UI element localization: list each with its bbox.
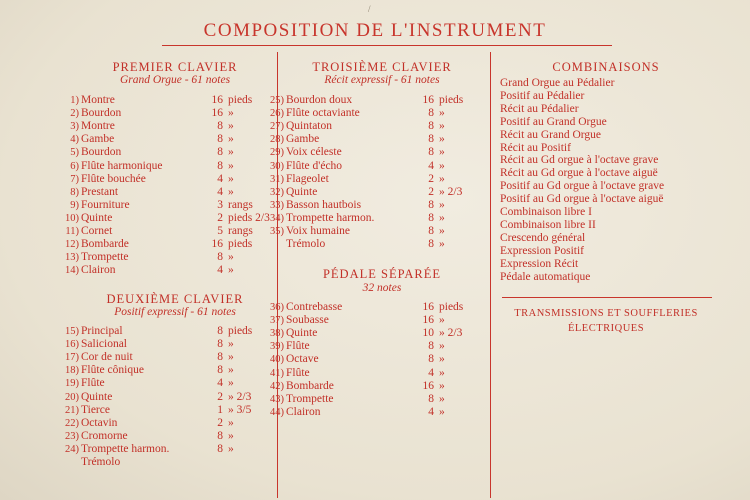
stop-size: 8 [217, 364, 223, 377]
stop-size: 4 [428, 366, 434, 379]
stop-number: 44) [270, 406, 284, 418]
stop-number: 39) [270, 341, 284, 353]
stop-unit: » [228, 416, 234, 429]
stop-size: 4 [217, 264, 223, 277]
stop-number: 15) [65, 326, 79, 337]
stop-size: 8 [217, 338, 223, 351]
combinaisons-rule [502, 297, 712, 298]
stop-size: 16 [211, 94, 223, 106]
stop-name: Flûte harmonique [81, 159, 163, 172]
stop-name: Principal [81, 325, 123, 337]
stop-name: Quintaton [286, 120, 332, 133]
deuxieme-clavier-subtitle: Positif expressif - 61 notes [114, 306, 236, 318]
combinaison-item: Grand Orgue au Pédalier [500, 77, 615, 89]
combinaison-item: Pédale automatique [500, 270, 591, 283]
stop-unit: » 2/3 [439, 327, 463, 340]
stop-name: Trémolo [286, 238, 326, 251]
troisieme-clavier-subtitle: Récit expressif - 61 notes [324, 74, 440, 86]
stop-size: 2 [217, 390, 223, 403]
page-title: COMPOSITION DE L'INSTRUMENT [203, 20, 547, 41]
stop-number: 29) [270, 147, 284, 159]
stop-unit: pieds [228, 94, 253, 106]
stop-name: Quinte [81, 390, 113, 403]
stop-number: 12) [65, 239, 79, 251]
stop-number: 6) [70, 160, 79, 172]
combinaison-item: Positif au Grand Orgue [500, 115, 607, 128]
stop-unit: » [439, 133, 445, 146]
stop-size: 16 [422, 379, 434, 392]
stop-number: 26) [270, 108, 284, 120]
combinaison-item: Combinaison libre II [500, 218, 596, 231]
stop-unit: rangs [228, 225, 253, 237]
transmissions-line-2: ÉLECTRIQUES [567, 323, 645, 334]
stop-unit: » [439, 392, 445, 405]
stop-unit: » 3/5 [228, 403, 252, 416]
stop-name: Prestant [81, 185, 119, 198]
stop-unit: » [228, 120, 234, 133]
stop-unit: » [228, 264, 234, 277]
stop-number: 42) [270, 380, 284, 392]
stop-number: 18) [65, 365, 79, 377]
stop-name: Flûte cônique [81, 364, 144, 377]
stop-number: 17) [65, 352, 79, 364]
stop-unit: » [228, 172, 234, 185]
stop-unit: pieds 2/3 [228, 211, 270, 224]
stop-unit: » [228, 185, 234, 198]
stop-name: Basson hautbois [286, 198, 362, 211]
stop-name: Flûte [286, 340, 310, 353]
stop-number: 36) [270, 302, 284, 313]
stop-name: Flûte [81, 377, 105, 390]
transmissions-line-1: TRANSMISSIONS ET SOUFFLERIES [514, 308, 698, 319]
stop-size: 8 [217, 159, 223, 172]
stop-number: 37) [270, 315, 284, 327]
stop-number: 40) [270, 354, 284, 366]
stop-unit: » [228, 377, 234, 390]
stop-unit: pieds [228, 238, 253, 251]
stop-unit: » [228, 351, 234, 364]
stop-unit: » [228, 159, 234, 172]
stop-unit: » [439, 198, 445, 211]
stop-name: Gambe [286, 133, 320, 146]
stop-name: Flageolet [286, 172, 329, 185]
stop-name: Quinte [286, 185, 318, 198]
stop-unit: » [439, 379, 445, 392]
premier-clavier-title: PREMIER CLAVIER [112, 60, 238, 74]
stop-size: 8 [217, 120, 223, 133]
column-divider-right [490, 52, 491, 498]
stop-size: 8 [428, 340, 434, 353]
stop-number: 22) [65, 417, 79, 429]
stop-size: 8 [428, 107, 434, 120]
stop-number: 14) [65, 265, 79, 277]
stop-size: 1 [217, 403, 223, 416]
stop-name: Cromorne [81, 429, 128, 442]
stop-number: 13) [65, 252, 79, 264]
pedale-title: PÉDALE SÉPARÉE [322, 267, 442, 281]
combinaison-item: Positif au Gd orgue à l'octave grave [500, 180, 665, 193]
stop-size: 16 [422, 94, 434, 106]
stop-size: 8 [428, 120, 434, 133]
stop-name: Trémolo [81, 456, 121, 468]
combinaison-item: Crescendo général [500, 231, 586, 244]
stop-name: Flûte d'écho [286, 159, 343, 172]
stop-unit: » [228, 146, 234, 159]
stop-unit: » [439, 211, 445, 224]
stop-size: 16 [422, 301, 434, 313]
stop-unit: » [439, 225, 445, 237]
stop-number: 23) [65, 430, 79, 442]
stop-name: Flûte bouchée [81, 172, 146, 185]
stop-number: 11) [65, 226, 79, 237]
stop-unit: pieds [228, 325, 253, 337]
combinaisons-title: COMBINAISONS [552, 60, 660, 74]
stop-unit: » 2/3 [439, 185, 463, 198]
stop-unit: » [439, 172, 445, 185]
stop-size: 8 [428, 198, 434, 211]
stop-size: 2 [217, 211, 223, 224]
stop-size: 2 [428, 172, 434, 185]
stop-number: 9) [70, 199, 79, 211]
stop-size: 8 [217, 442, 223, 455]
pedale-subtitle: 32 notes [362, 282, 402, 294]
stop-unit: » [439, 405, 445, 418]
stop-number: 2) [70, 108, 79, 120]
stop-name: Salicional [81, 338, 127, 351]
stop-unit: » [439, 353, 445, 366]
stop-name: Montre [81, 94, 115, 106]
combinaison-item: Expression Positif [500, 244, 585, 257]
stop-unit: » [228, 107, 234, 120]
stop-number: 5) [70, 147, 79, 159]
stop-name: Gambe [81, 133, 115, 146]
stop-name: Quinte [81, 211, 113, 224]
stop-unit: » [228, 442, 234, 455]
stop-name: Quinte [286, 327, 318, 340]
stop-number: 43) [270, 393, 284, 405]
stop-number: 20) [65, 391, 79, 403]
combinaison-item: Récit au Gd orgue à l'octave aiguë [500, 167, 658, 180]
premier-clavier-subtitle: Grand Orgue - 61 notes [119, 74, 231, 86]
stop-name: Soubasse [286, 314, 329, 327]
stop-size: 8 [428, 238, 434, 251]
stop-unit: » [228, 133, 234, 146]
stop-number: 25) [270, 95, 284, 106]
stop-size: 8 [217, 251, 223, 264]
stop-unit: » [439, 238, 445, 251]
title-underline [162, 45, 612, 46]
stop-name: Tierce [81, 403, 110, 416]
stop-unit: » [439, 340, 445, 353]
stop-size: 8 [428, 392, 434, 405]
stop-size: 4 [428, 159, 434, 172]
stop-size: 16 [422, 314, 434, 327]
stop-size: 8 [428, 225, 434, 237]
stop-unit: » [439, 314, 445, 327]
stop-size: 5 [217, 225, 223, 237]
stop-number: 7) [70, 173, 79, 185]
stop-name: Cornet [81, 225, 113, 237]
stop-number: 4) [70, 134, 79, 146]
stop-unit: » [439, 159, 445, 172]
stop-name: Contrebasse [286, 301, 343, 313]
stop-size: 16 [211, 107, 223, 120]
stop-number: 38) [270, 328, 284, 340]
stop-name: Clairon [286, 405, 321, 418]
stop-unit: » [439, 366, 445, 379]
stop-number: 19) [65, 378, 79, 390]
stop-name: Trompette [286, 392, 334, 405]
stop-unit: rangs [228, 198, 253, 211]
stop-name: Octave [286, 353, 319, 366]
stop-name: Bourdon doux [286, 94, 353, 106]
combinaison-item: Expression Récit [500, 257, 579, 270]
stop-unit: » [439, 107, 445, 120]
stop-number: 33) [270, 199, 284, 211]
stop-name: Trompette harmon. [81, 442, 170, 455]
combinaison-item: Récit au Grand Orgue [500, 128, 602, 141]
stop-name: Trompette harmon. [286, 211, 375, 224]
stop-unit: » [439, 120, 445, 133]
stop-size: 2 [428, 185, 434, 198]
stop-size: 16 [211, 238, 223, 251]
stop-number: 34) [270, 212, 284, 224]
combinaison-item: Combinaison libre I [500, 206, 592, 218]
stop-name: Flûte octaviante [286, 107, 360, 120]
stop-number: 27) [270, 121, 284, 133]
stop-name: Octavin [81, 416, 118, 429]
stop-number: 8) [70, 186, 79, 198]
stop-unit: » [228, 251, 234, 264]
stop-unit: pieds [439, 94, 464, 106]
stop-name: Flûte [286, 366, 310, 379]
stop-unit: » [439, 146, 445, 159]
stop-name: Bourdon [81, 107, 122, 120]
stop-size: 10 [422, 327, 434, 340]
stop-name: Voix céleste [286, 146, 342, 159]
stop-name: Fourniture [81, 198, 130, 211]
tick-mark: / [368, 4, 371, 14]
stop-name: Cor de nuit [81, 351, 133, 364]
stop-size: 4 [217, 377, 223, 390]
stop-number: 35) [270, 226, 284, 237]
stop-number: 41) [270, 367, 284, 379]
stop-size: 3 [217, 198, 223, 211]
stop-size: 8 [217, 325, 223, 337]
stop-unit: » [228, 429, 234, 442]
stop-number: 16) [65, 339, 79, 351]
stop-name: Voix humaine [286, 225, 350, 237]
stop-number: 31) [270, 173, 284, 185]
stop-size: 4 [217, 172, 223, 185]
combinaison-item: Récit au Gd orgue à l'octave grave [500, 154, 659, 167]
stop-name: Bourdon [81, 146, 122, 159]
troisieme-clavier-title: TROISIÈME CLAVIER [312, 60, 452, 74]
stop-number: 21) [65, 404, 79, 416]
combinaison-item: Positif au Gd orgue à l'octave aiguë [500, 193, 664, 206]
stop-unit: » [228, 364, 234, 377]
stop-name: Bombarde [81, 238, 129, 251]
stop-number: 1) [70, 95, 79, 106]
deuxieme-clavier-title: DEUXIÈME CLAVIER [106, 292, 244, 306]
stop-size: 8 [428, 146, 434, 159]
stop-size: 8 [217, 429, 223, 442]
stop-unit: » 2/3 [228, 390, 252, 403]
stop-number: 28) [270, 134, 284, 146]
stop-size: 8 [428, 133, 434, 146]
stop-number: 10) [65, 212, 79, 224]
stop-name: Montre [81, 120, 115, 133]
stop-size: 8 [217, 146, 223, 159]
stop-size: 8 [428, 211, 434, 224]
stop-name: Trompette [81, 251, 129, 264]
stop-size: 4 [428, 405, 434, 418]
stop-size: 2 [217, 416, 223, 429]
stop-name: Clairon [81, 264, 116, 277]
stop-size: 8 [217, 133, 223, 146]
stop-number: 24) [65, 443, 79, 455]
combinaison-item: Récit au Positif [500, 141, 571, 154]
stop-size: 8 [217, 351, 223, 364]
stop-number: 32) [270, 186, 284, 198]
combinaison-item: Positif au Pédalier [500, 89, 585, 102]
combinaison-item: Récit au Pédalier [500, 102, 579, 115]
stop-unit: pieds [439, 301, 464, 313]
stop-size: 4 [217, 185, 223, 198]
stop-name: Bombarde [286, 379, 334, 392]
stop-number: 30) [270, 160, 284, 172]
stop-unit: » [228, 338, 234, 351]
stop-size: 8 [428, 353, 434, 366]
stop-number: 3) [70, 121, 79, 133]
